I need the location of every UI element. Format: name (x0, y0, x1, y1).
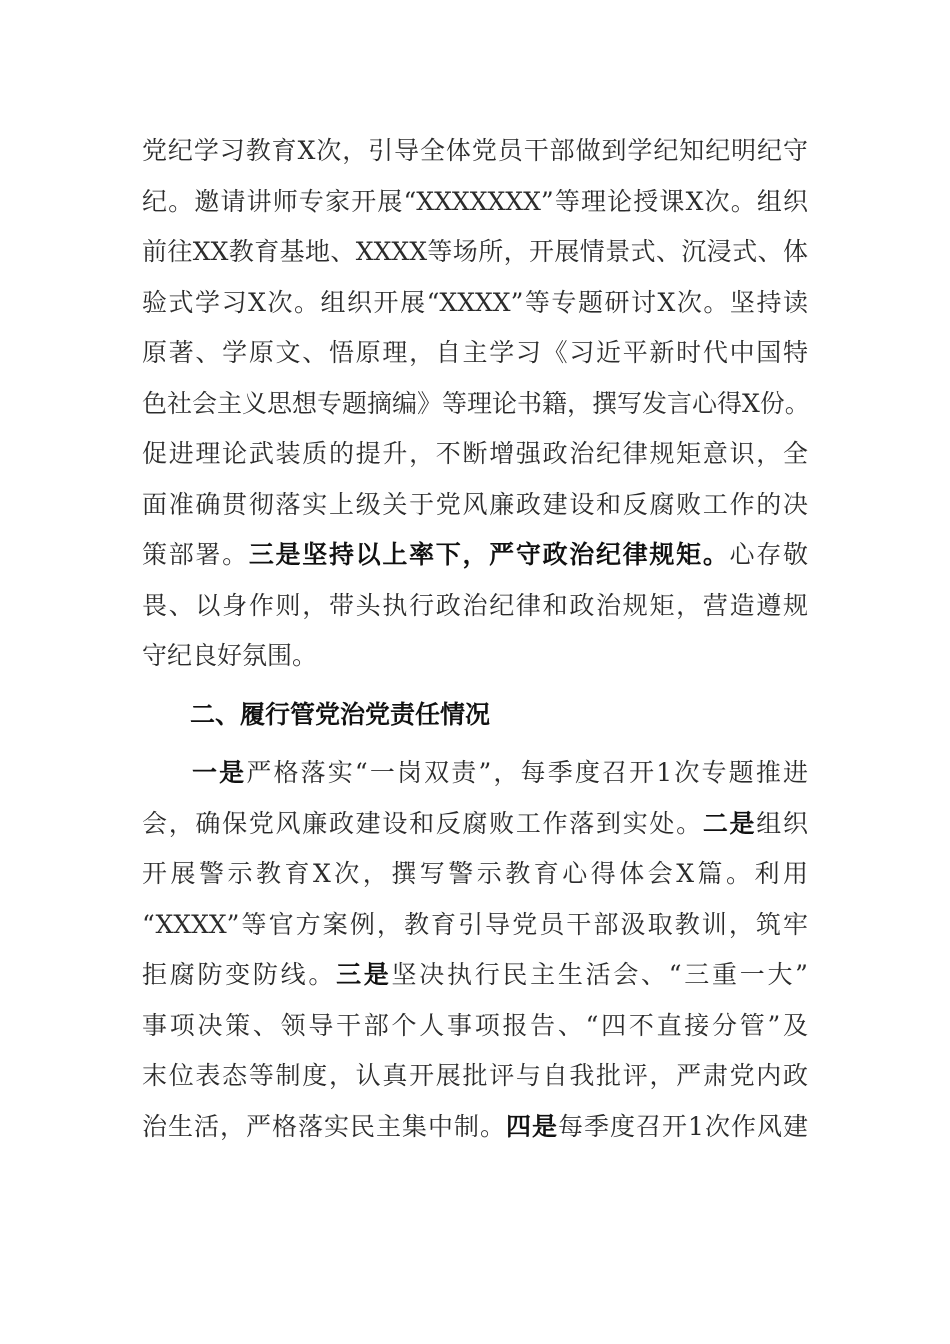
text-run: 心存敬 (729, 540, 808, 569)
text-line: 促进理论武装质的提升，不断增强政治纪律规矩意识，全 (142, 439, 808, 468)
paragraph-party-governance-duties (142, 748, 808, 1152)
text-line: 党纪学习教育X次，引导全体党员干部做到学纪知纪明纪守 (142, 136, 808, 165)
text-run: 严格落实“一岗双责”，每季度召开1次专题推进 (246, 758, 808, 787)
bold-key-point: 三是坚持以上率下，严守政治纪律规矩。 (248, 540, 730, 569)
text-line (142, 530, 808, 581)
text-line: 验式学习X次。组织开展“XXXX”等专题研讨X次。坚持读 (142, 287, 808, 317)
paragraph-party-discipline-study (142, 126, 808, 682)
text-line: 原著、学原文、悟原理，自主学习《习近平新时代中国特 (142, 338, 808, 367)
text-line: 前往XX教育基地、XXXX等场所，开展情景式、沉浸式、体 (142, 237, 808, 266)
text-line: 面准确贯彻落实上级关于党风廉政建设和反腐败工作的决 (142, 489, 808, 519)
text-run: 每季度召开1次作风建 (558, 1111, 808, 1141)
text-run: 坚决执行民主生活会、“三重一大” (391, 960, 808, 989)
bold-key-point: 二是 (702, 808, 757, 838)
text-line: 纪。邀请讲师专家开展“XXXXXXX”等理论授课X次。组织 (142, 186, 808, 216)
text-run: 策部署。 (142, 540, 249, 569)
text-line: 事项决策、领导干部个人事项报告、“四不直接分管”及 (142, 1010, 808, 1040)
text-run: 会，确保党风廉政建设和反腐败工作落到实处。 (142, 808, 703, 838)
text-run: 组织 (756, 808, 808, 838)
text-line: 末位表态等制度，认真开展批评与自我批评，严肃党内政 (142, 1061, 808, 1090)
text-run: 治生活，严格落实民主集中制。 (142, 1111, 507, 1141)
text-line (142, 748, 808, 799)
text-line: 畏、以身作则，带头执行政治纪律和政治规矩，营造遵规 (142, 590, 808, 620)
section-heading: 二、履行管党治党责任情况 (190, 700, 491, 729)
text-line (142, 799, 808, 850)
text-line: 色社会主义思想专题摘编》等理论书籍，撰写发言心得X份。 (142, 388, 810, 418)
text-line: 守纪良好氛围。 (142, 641, 318, 670)
bold-key-point: 四是 (506, 1111, 559, 1141)
text-line: “XXXX”等官方案例，教育引导党员干部汲取教训，筑牢 (142, 909, 808, 939)
text-line (142, 1102, 808, 1153)
text-line (142, 950, 808, 1001)
bold-key-point: 一是 (192, 758, 247, 787)
text-run: 拒腐防变防线。 (142, 960, 337, 989)
text-line: 开展警示教育X次，撰写警示教育心得体会X篇。利用 (142, 859, 808, 888)
bold-key-point: 三是 (336, 960, 392, 989)
